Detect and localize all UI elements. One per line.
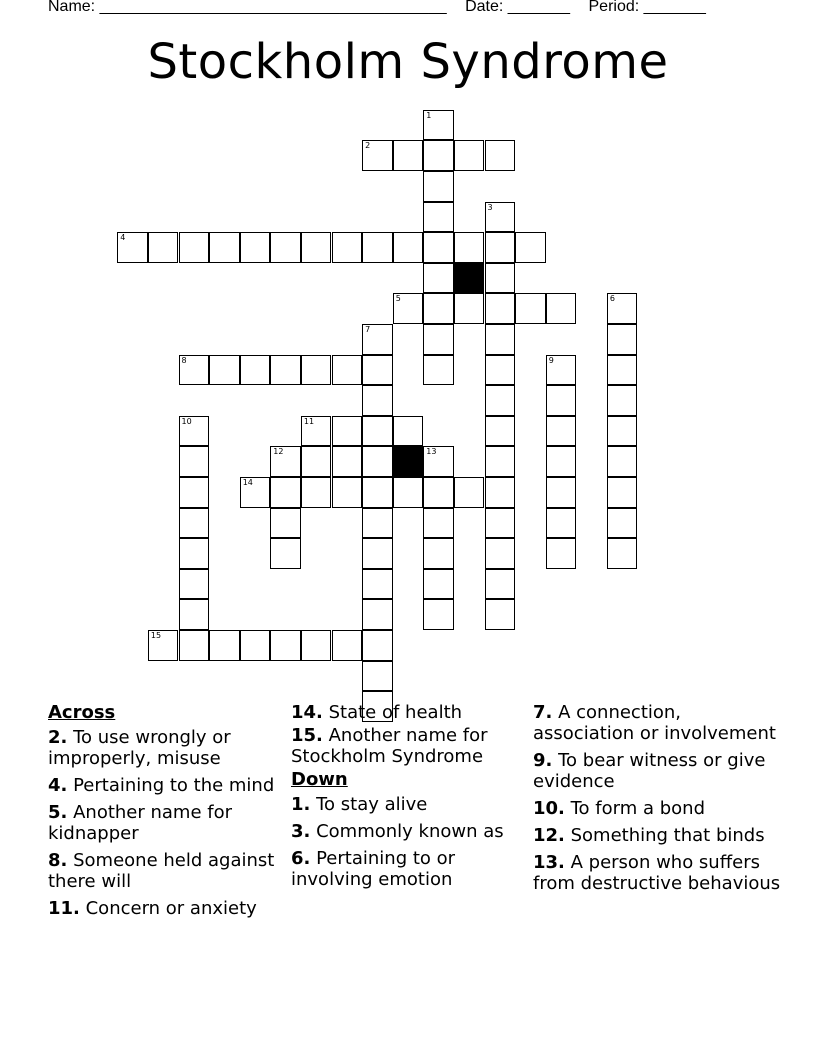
clue-number: 12 [273, 447, 284, 457]
grid-cell[interactable] [362, 446, 393, 477]
grid-cell[interactable] [362, 599, 393, 630]
down-heading: Down [291, 769, 348, 790]
grid-cell[interactable] [209, 630, 240, 661]
grid-cell[interactable] [607, 355, 638, 386]
clues-column-2 [291, 702, 531, 896]
clues-column-1 [48, 700, 288, 925]
grid-cell[interactable] [485, 446, 516, 477]
clue-number: 6 [609, 294, 615, 304]
clue-number: 3 [487, 202, 493, 212]
grid-cell-1[interactable] [423, 110, 454, 141]
clue-number: 4 [120, 233, 126, 243]
grid-cell[interactable] [240, 232, 271, 263]
grid-cell-9[interactable] [546, 355, 577, 386]
grid-cell[interactable] [240, 630, 271, 661]
grid-cell[interactable] [270, 538, 301, 569]
grid-cell-14[interactable] [240, 477, 271, 508]
grid-cell[interactable] [423, 263, 454, 294]
grid-cell[interactable] [485, 569, 516, 600]
grid-cell[interactable] [546, 385, 577, 416]
grid-cell[interactable] [362, 385, 393, 416]
clue-across-15: 15. Another name for Stockholm Syndrome [291, 725, 488, 767]
grid-cell[interactable] [423, 232, 454, 263]
student-info-header [48, 0, 720, 16]
grid-cell[interactable] [301, 446, 332, 477]
grid-cell[interactable] [362, 416, 393, 447]
grid-cell[interactable] [209, 355, 240, 386]
grid-cell[interactable] [332, 232, 363, 263]
grid-cell[interactable] [546, 538, 577, 569]
grid-cell[interactable] [423, 508, 454, 539]
grid-cell[interactable] [454, 232, 485, 263]
grid-cell[interactable] [485, 324, 516, 355]
grid-cell[interactable] [546, 508, 577, 539]
grid-cell[interactable] [607, 416, 638, 447]
clue-down-13: 13. A person who suffers from destructive behavious [533, 852, 781, 894]
grid-cell[interactable] [546, 293, 577, 324]
clue-across-2: 2. To use wrongly or improperly, misuse [48, 727, 231, 769]
clue-down-3: 3. Commonly known as [291, 821, 504, 842]
grid-cell[interactable] [423, 599, 454, 630]
clue-number: 7 [365, 325, 371, 334]
clue-across-8: 8. Someone held against there will [48, 850, 275, 892]
grid-cell[interactable] [485, 477, 516, 508]
grid-cell[interactable] [546, 477, 577, 508]
clue-down-9: 9. To bear witness or give evidence [533, 750, 766, 792]
grid-cell[interactable] [362, 661, 393, 692]
grid-cell[interactable] [423, 202, 454, 233]
across-heading: Across [48, 702, 116, 723]
grid-cell[interactable] [423, 569, 454, 600]
grid-cell[interactable] [607, 385, 638, 416]
grid-cell[interactable] [607, 477, 638, 508]
clue-number: 9 [548, 355, 554, 365]
name-field[interactable]: Name: _______________________________________ [48, 0, 447, 15]
clue-number: 14 [242, 478, 253, 487]
grid-cell[interactable] [332, 477, 363, 508]
grid-cell[interactable] [332, 355, 363, 386]
grid-cell[interactable] [179, 232, 210, 263]
clue-number: 10 [181, 416, 192, 426]
grid-cell[interactable] [240, 355, 271, 386]
grid-cell[interactable] [301, 630, 332, 661]
grid-cell[interactable] [485, 140, 516, 171]
grid-cell-12[interactable] [270, 446, 301, 477]
date-field[interactable]: Date: _______ [465, 0, 571, 15]
clue-number: 13 [426, 447, 437, 457]
grid-cell-7[interactable] [362, 324, 393, 355]
grid-cell[interactable] [607, 446, 638, 477]
grid-cell[interactable] [209, 232, 240, 263]
grid-cell-13[interactable] [423, 446, 454, 477]
puzzle-title: Stockholm Syndrome [147, 34, 669, 90]
grid-cell[interactable] [423, 477, 454, 508]
clue-down-1: 1. To stay alive [291, 794, 428, 815]
grid-cell[interactable] [546, 416, 577, 447]
grid-cell[interactable] [607, 324, 638, 355]
grid-cell[interactable] [423, 355, 454, 386]
grid-cell[interactable] [393, 232, 424, 263]
grid-cell[interactable] [485, 599, 516, 630]
grid-cell[interactable] [485, 416, 516, 447]
grid-cell[interactable] [301, 477, 332, 508]
black-cell [454, 263, 485, 294]
grid-cell-11[interactable] [301, 416, 332, 447]
grid-cell[interactable] [485, 538, 516, 569]
grid-cell[interactable] [179, 477, 210, 508]
grid-cell-2[interactable] [362, 140, 393, 171]
grid-cell[interactable] [179, 569, 210, 600]
clue-down-12: 12. Something that binds [533, 825, 765, 846]
grid-cell[interactable] [607, 508, 638, 539]
grid-cell[interactable] [454, 140, 485, 171]
grid-cell[interactable] [515, 232, 546, 263]
grid-cell[interactable] [332, 416, 363, 447]
grid-cell[interactable] [362, 355, 393, 386]
clue-number: 2 [365, 141, 371, 151]
grid-cell-15[interactable] [148, 630, 179, 661]
grid-cell[interactable] [485, 263, 516, 294]
grid-cell[interactable] [301, 232, 332, 263]
grid-cell[interactable] [485, 293, 516, 324]
clue-across-5: 5. Another name for kidnapper [48, 802, 233, 844]
clue-number: 11 [303, 416, 315, 426]
clues-column-3 [533, 702, 783, 900]
grid-cell[interactable] [362, 232, 393, 263]
grid-cell[interactable] [454, 477, 485, 508]
grid-cell-8[interactable] [179, 355, 210, 386]
grid-cell[interactable] [485, 508, 516, 539]
grid-cell[interactable] [270, 477, 301, 508]
clue-number: 15 [150, 631, 162, 640]
grid-cell[interactable] [332, 630, 363, 661]
grid-cell[interactable] [393, 477, 424, 508]
grid-cell-6[interactable] [607, 293, 638, 324]
grid-cell[interactable] [270, 630, 301, 661]
grid-cell[interactable] [270, 232, 301, 263]
black-cell [393, 446, 424, 477]
grid-cell[interactable] [515, 293, 546, 324]
grid-cell[interactable] [301, 355, 332, 386]
grid-cell[interactable] [332, 446, 363, 477]
grid-cell[interactable] [362, 569, 393, 600]
grid-cell-3[interactable] [485, 202, 516, 233]
grid-cell[interactable] [270, 355, 301, 386]
grid-cell-4[interactable] [117, 232, 148, 263]
grid-cell[interactable] [423, 538, 454, 569]
grid-cell[interactable] [546, 446, 577, 477]
grid-cell-5[interactable] [393, 293, 424, 324]
grid-cell[interactable] [179, 538, 210, 569]
grid-cell[interactable] [362, 477, 393, 508]
grid-cell[interactable] [179, 599, 210, 630]
grid-cell[interactable] [423, 171, 454, 202]
clue-number: 5 [395, 294, 401, 304]
grid-cell[interactable] [485, 385, 516, 416]
grid-cell[interactable] [393, 140, 424, 171]
clue-down-7: 7. A connection, association or involvement [533, 702, 776, 744]
period-field[interactable]: Period: _______ [588, 0, 706, 15]
grid-cell[interactable] [393, 416, 424, 447]
grid-cell[interactable] [179, 630, 210, 661]
grid-cell[interactable] [362, 508, 393, 539]
grid-cell[interactable] [485, 355, 516, 386]
grid-cell[interactable] [362, 538, 393, 569]
clue-number: 8 [181, 355, 187, 365]
grid-cell[interactable] [179, 508, 210, 539]
clue-across-11: 11. Concern or anxiety [48, 898, 257, 919]
clue-down-6: 6. Pertaining to or involving emotion [291, 848, 456, 890]
grid-cell[interactable] [485, 232, 516, 263]
grid-cell[interactable] [607, 538, 638, 569]
grid-cell[interactable] [423, 140, 454, 171]
grid-cell[interactable] [423, 324, 454, 355]
clue-number: 1 [426, 110, 432, 120]
grid-cell[interactable] [148, 232, 179, 263]
clue-down-10: 10. To form a bond [533, 798, 705, 819]
clue-across-4: 4. Pertaining to the mind [48, 775, 275, 796]
grid-cell[interactable] [179, 446, 210, 477]
grid-cell[interactable] [362, 630, 393, 661]
grid-cell[interactable] [270, 508, 301, 539]
clue-across-14: 14. State of health [291, 702, 463, 723]
grid-cell[interactable] [423, 293, 454, 324]
grid-cell[interactable] [454, 293, 485, 324]
grid-cell-10[interactable] [179, 416, 210, 447]
